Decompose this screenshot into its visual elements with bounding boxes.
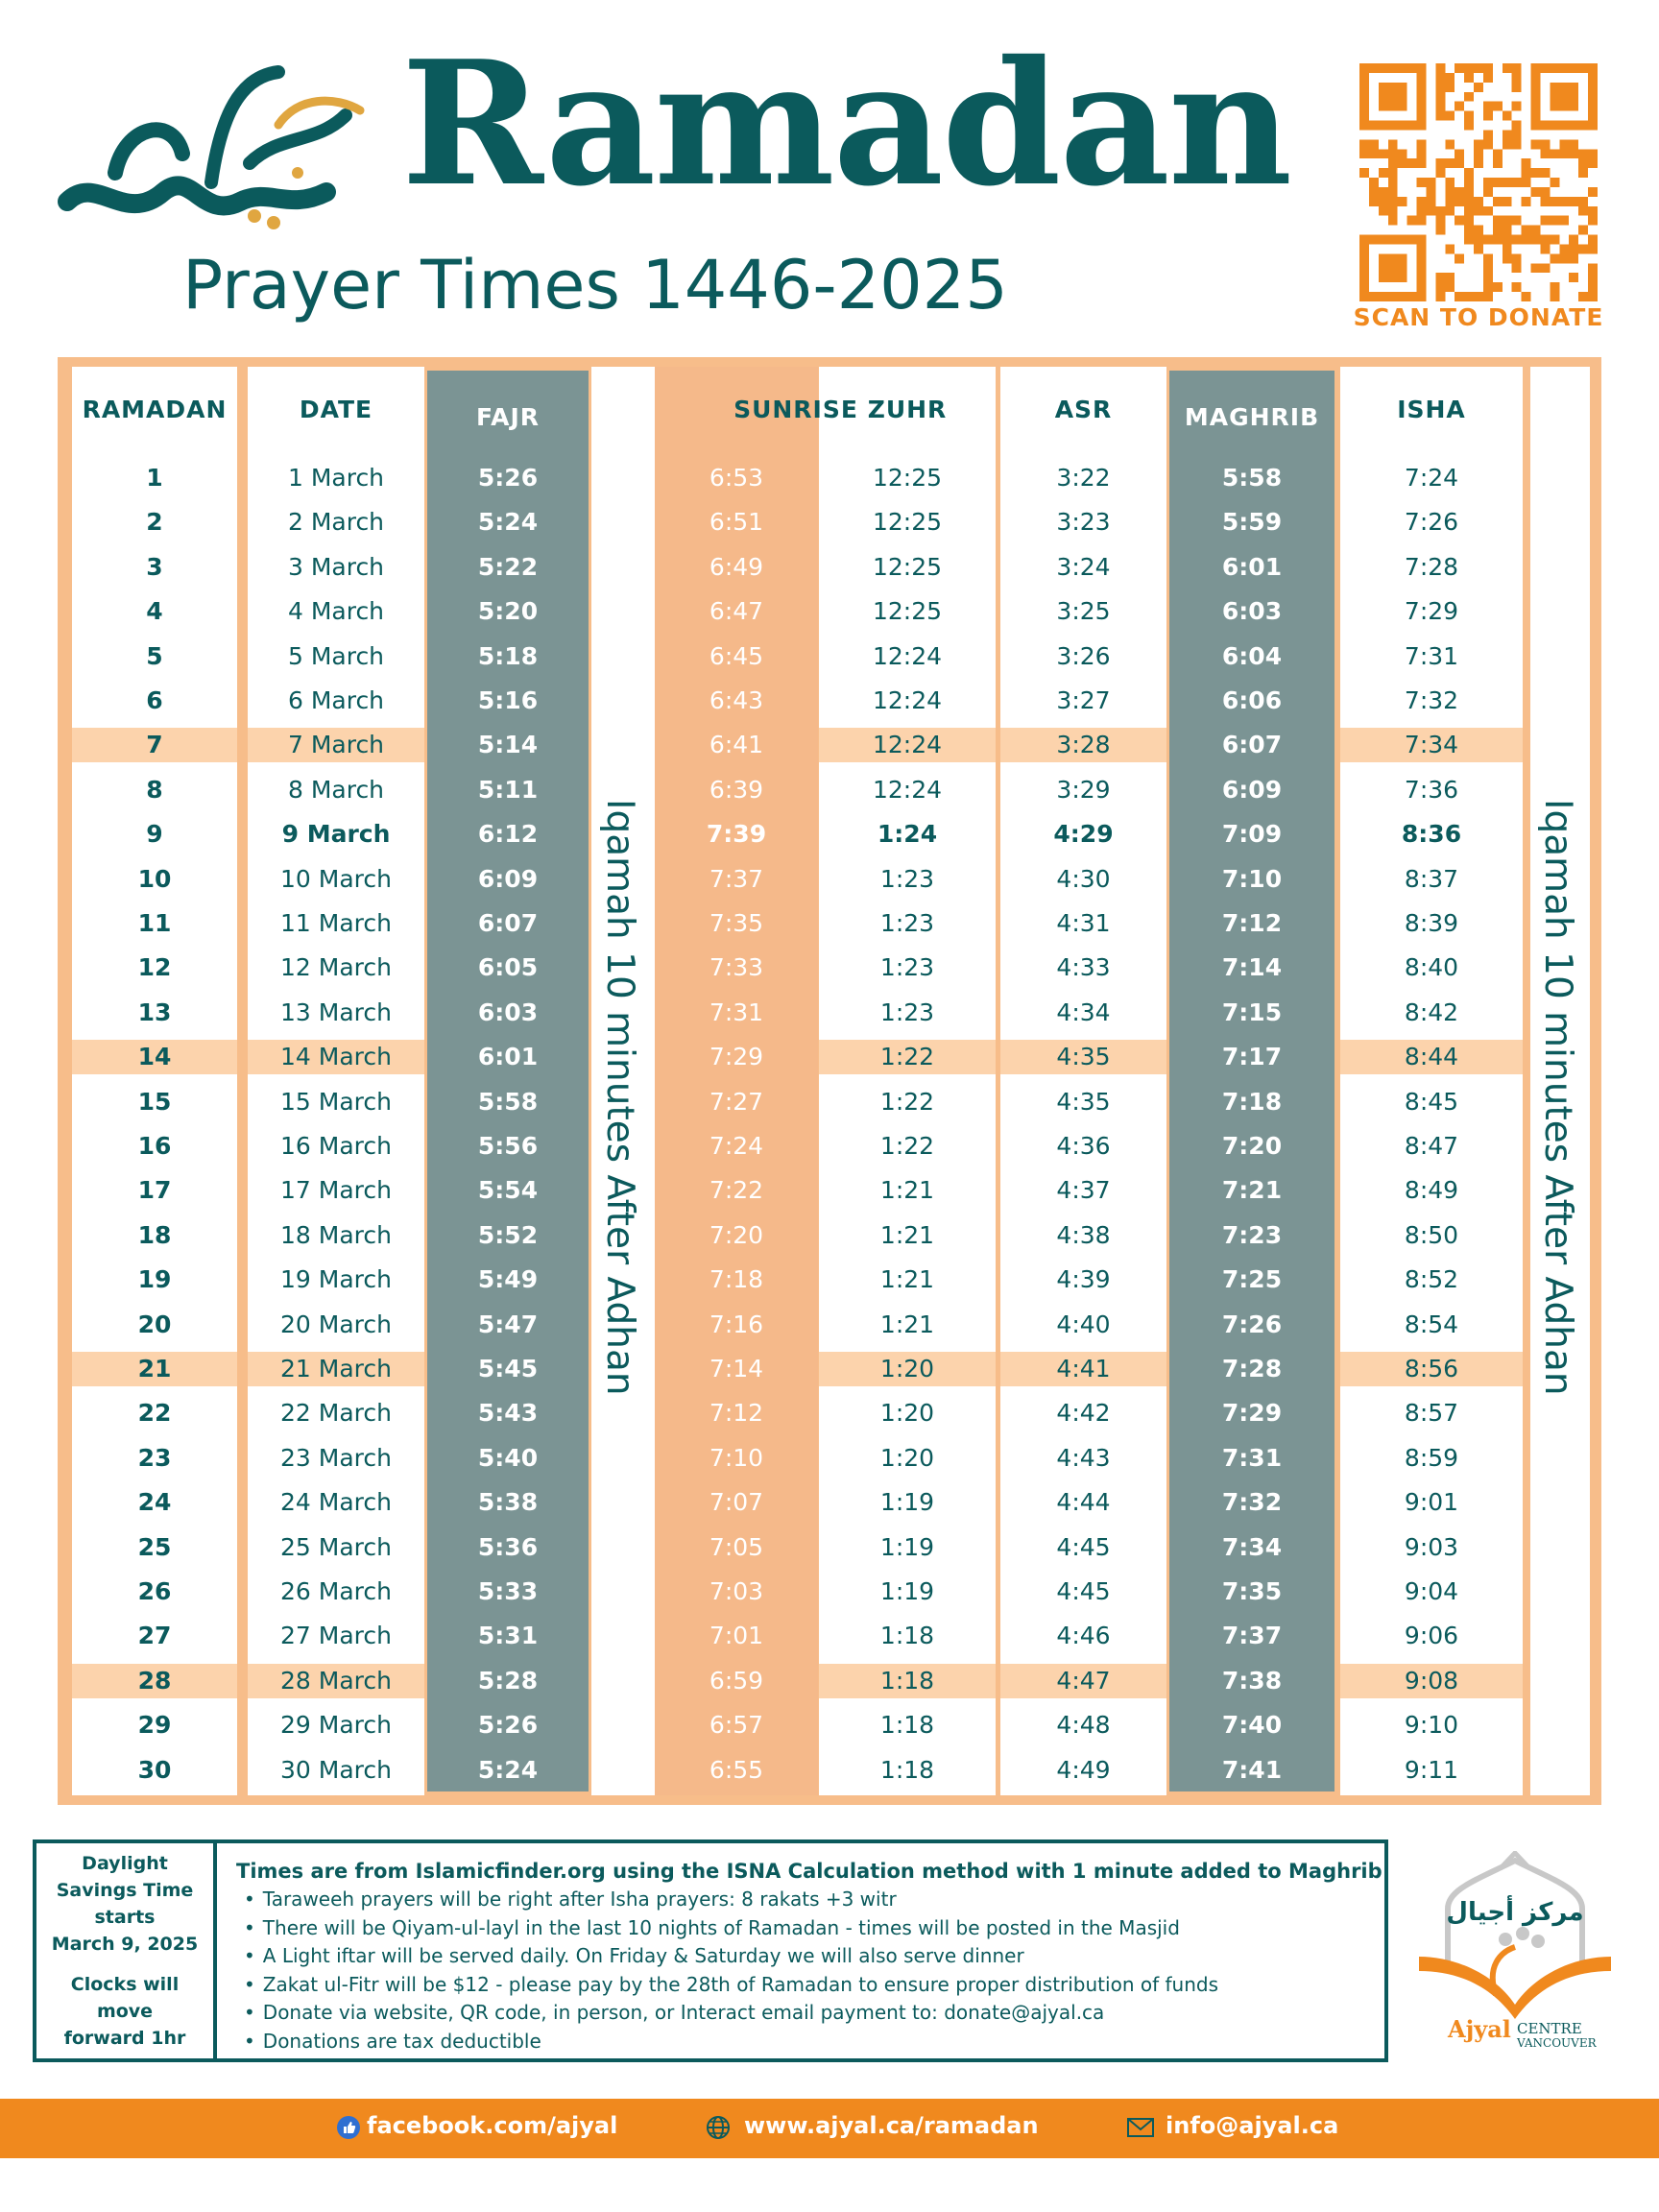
cell-asr: 4:45 <box>1056 1577 1111 1605</box>
cell-fajr: 6:05 <box>477 953 539 982</box>
cell-isha: 8:47 <box>1404 1132 1459 1160</box>
cell-sunrise: 6:55 <box>709 1755 764 1784</box>
cell-maghrib: 7:25 <box>1221 1265 1283 1294</box>
cell-zuhr: 1:22 <box>879 1087 935 1116</box>
cell-zuhr: 1:24 <box>877 820 938 849</box>
cell-maghrib: 7:41 <box>1221 1755 1283 1784</box>
cell-isha: 8:40 <box>1404 953 1459 982</box>
cell-zuhr: 1:23 <box>879 864 935 893</box>
dst-line: Savings Time <box>56 1880 194 1901</box>
cell-date: 3 March <box>287 552 385 581</box>
notes-box <box>33 1839 1388 2062</box>
cell-day: 4 <box>146 597 163 626</box>
cell-day: 12 <box>137 953 172 982</box>
cell-zuhr: 12:24 <box>872 775 943 804</box>
cell-asr: 4:38 <box>1056 1220 1111 1249</box>
cell-maghrib: 7:37 <box>1221 1622 1283 1650</box>
cell-asr: 4:35 <box>1056 1043 1111 1071</box>
logo-city: VANCOUVER <box>1517 2036 1597 2050</box>
cell-maghrib: 7:40 <box>1221 1711 1283 1740</box>
cell-asr: 4:29 <box>1053 820 1114 849</box>
cell-asr: 4:42 <box>1056 1399 1111 1428</box>
dst-line: Clocks will <box>70 1974 180 1995</box>
cell-sunrise: 6:41 <box>709 731 764 759</box>
cell-date: 28 March <box>280 1666 392 1695</box>
cell-isha: 8:37 <box>1404 864 1459 893</box>
note-bullet: • There will be Qiyam-ul-layl in the last 10 nights of Ramadan - times will be posted in the Masjid <box>236 1914 1379 1943</box>
cell-maghrib: 7:12 <box>1221 909 1283 937</box>
cell-date: 18 March <box>280 1220 392 1249</box>
cell-isha: 8:57 <box>1404 1399 1459 1428</box>
cell-fajr: 5:16 <box>477 686 539 714</box>
header-date: DATE <box>299 396 373 423</box>
cell-day: 2 <box>146 508 163 537</box>
cell-fajr: 6:01 <box>477 1043 539 1071</box>
cell-day: 18 <box>137 1220 172 1249</box>
header-isha: ISHA <box>1397 396 1466 423</box>
cell-maghrib: 7:32 <box>1221 1488 1283 1517</box>
cell-fajr: 6:03 <box>477 998 539 1026</box>
cell-day: 24 <box>137 1488 172 1517</box>
cell-fajr: 5:22 <box>477 552 539 581</box>
cell-zuhr: 1:23 <box>879 998 935 1026</box>
cell-date: 29 March <box>280 1711 392 1740</box>
logo-name: Ajyal <box>1448 2015 1511 2043</box>
cell-fajr: 5:24 <box>477 508 539 537</box>
dst-line: March 9, 2025 <box>51 1934 199 1955</box>
note-bullet: • Zakat ul-Fitr will be $12 - please pay by the 28th of Ramadan to ensure proper distribution of funds <box>236 1971 1379 2000</box>
cell-day: 3 <box>146 552 163 581</box>
cell-date: 1 March <box>287 464 385 492</box>
cell-date: 23 March <box>280 1443 392 1472</box>
cell-fajr: 5:43 <box>477 1399 539 1428</box>
cell-day: 10 <box>137 864 172 893</box>
header-asr: ASR <box>1054 396 1113 423</box>
cell-asr: 3:24 <box>1056 552 1111 581</box>
cell-day: 1 <box>146 464 163 492</box>
cell-maghrib: 7:15 <box>1221 998 1283 1026</box>
cell-zuhr: 1:21 <box>879 1310 935 1338</box>
cell-isha: 8:49 <box>1404 1176 1459 1205</box>
cell-maghrib: 7:29 <box>1221 1399 1283 1428</box>
cell-zuhr: 12:25 <box>872 597 943 626</box>
cell-date: 8 March <box>287 775 385 804</box>
cell-fajr: 5:18 <box>477 641 539 670</box>
cell-isha: 8:42 <box>1404 998 1459 1026</box>
cell-fajr: 5:49 <box>477 1265 539 1294</box>
notes-heading: Times are from Islamicfinder.org using the ISNA Calculation method with 1 minute added to Maghrib <box>236 1860 1382 1883</box>
cell-day: 7 <box>146 731 163 759</box>
cell-day: 30 <box>137 1755 172 1784</box>
header-sunrise: SUNRISE <box>733 396 858 423</box>
header-fajr: FAJR <box>475 403 541 431</box>
cell-asr: 4:44 <box>1056 1488 1111 1517</box>
cell-isha: 9:01 <box>1404 1488 1459 1517</box>
cell-asr: 4:48 <box>1056 1711 1111 1740</box>
header-ramadan: RAMADAN <box>82 396 228 423</box>
note-bullet: • Donations are tax deductible <box>236 2028 1379 2056</box>
cell-asr: 3:28 <box>1056 731 1111 759</box>
cell-date: 12 March <box>280 953 392 982</box>
iqamah-note-left: Iqamah 10 minutes After Adhan <box>598 799 641 1396</box>
cell-date: 25 March <box>280 1532 392 1561</box>
cell-asr: 4:30 <box>1056 864 1111 893</box>
cell-day: 15 <box>137 1087 172 1116</box>
cell-fajr: 5:36 <box>477 1532 539 1561</box>
cell-date: 6 March <box>287 686 385 714</box>
cell-isha: 7:29 <box>1404 597 1459 626</box>
cell-date: 19 March <box>280 1265 392 1294</box>
cell-sunrise: 7:12 <box>709 1399 764 1428</box>
cell-isha: 8:44 <box>1404 1043 1459 1071</box>
cell-sunrise: 7:14 <box>709 1355 764 1382</box>
cell-sunrise: 6:57 <box>709 1711 764 1740</box>
note-bullet: • A Light iftar will be served daily. On Friday & Saturday we will also serve dinner <box>236 1942 1379 1971</box>
cell-sunrise: 7:20 <box>709 1220 764 1249</box>
cell-isha: 7:26 <box>1404 508 1459 537</box>
cell-isha: 8:52 <box>1404 1265 1459 1294</box>
cell-asr: 3:25 <box>1056 597 1111 626</box>
cell-asr: 4:41 <box>1056 1355 1111 1382</box>
cell-maghrib: 7:21 <box>1221 1176 1283 1205</box>
cell-maghrib: 6:07 <box>1221 731 1283 759</box>
dst-line: starts <box>94 1907 156 1928</box>
cell-sunrise: 7:27 <box>709 1087 764 1116</box>
cell-fajr: 5:28 <box>477 1666 539 1695</box>
cell-date: 2 March <box>287 508 385 537</box>
cell-sunrise: 7:10 <box>709 1443 764 1472</box>
cell-asr: 4:40 <box>1056 1310 1111 1338</box>
cell-date: 14 March <box>280 1043 392 1071</box>
cell-sunrise: 7:01 <box>709 1622 764 1650</box>
cell-day: 20 <box>137 1310 172 1338</box>
cell-day: 29 <box>137 1711 172 1740</box>
cell-fajr: 5:11 <box>477 775 539 804</box>
cell-fajr: 5:33 <box>477 1577 539 1605</box>
cell-zuhr: 1:19 <box>879 1577 935 1605</box>
cell-sunrise: 7:29 <box>709 1043 764 1071</box>
cell-zuhr: 1:21 <box>879 1220 935 1249</box>
cell-isha: 8:50 <box>1404 1220 1459 1249</box>
cell-maghrib: 6:01 <box>1221 552 1283 581</box>
cell-fajr: 5:26 <box>477 464 539 492</box>
cell-date: 16 March <box>280 1132 392 1160</box>
cell-zuhr: 1:22 <box>879 1043 935 1071</box>
cell-maghrib: 6:03 <box>1221 597 1283 626</box>
cell-day: 8 <box>146 775 163 804</box>
cell-fajr: 5:14 <box>477 731 539 759</box>
cell-day: 28 <box>137 1666 172 1695</box>
cell-sunrise: 7:33 <box>709 953 764 982</box>
cell-sunrise: 7:05 <box>709 1532 764 1561</box>
cell-day: 23 <box>137 1443 172 1472</box>
cell-maghrib: 7:35 <box>1221 1577 1283 1605</box>
cell-isha: 7:31 <box>1404 641 1459 670</box>
cell-zuhr: 1:21 <box>879 1265 935 1294</box>
cell-zuhr: 12:25 <box>872 508 943 537</box>
cell-asr: 4:36 <box>1056 1132 1111 1160</box>
cell-isha: 9:03 <box>1404 1532 1459 1561</box>
facebook-icon <box>336 2115 361 2140</box>
cell-zuhr: 1:19 <box>879 1488 935 1517</box>
cell-maghrib: 7:26 <box>1221 1310 1283 1338</box>
cell-fajr: 5:20 <box>477 597 539 626</box>
cell-fajr: 5:26 <box>477 1711 539 1740</box>
cell-sunrise: 6:51 <box>709 508 764 537</box>
cell-maghrib: 7:09 <box>1221 820 1283 849</box>
cell-fajr: 5:31 <box>477 1622 539 1650</box>
scan-to-donate-label: SCAN TO DONATE <box>1353 303 1604 331</box>
cell-day: 19 <box>137 1265 172 1294</box>
cell-isha: 7:28 <box>1404 552 1459 581</box>
cell-sunrise: 6:45 <box>709 641 764 670</box>
cell-maghrib: 6:04 <box>1221 641 1283 670</box>
cell-sunrise: 7:16 <box>709 1310 764 1338</box>
cell-maghrib: 7:20 <box>1221 1132 1283 1160</box>
cell-maghrib: 7:10 <box>1221 864 1283 893</box>
cell-isha: 8:59 <box>1404 1443 1459 1472</box>
cell-fajr: 5:56 <box>477 1132 539 1160</box>
cell-maghrib: 6:06 <box>1221 686 1283 714</box>
cell-asr: 4:43 <box>1056 1443 1111 1472</box>
cell-zuhr: 1:19 <box>879 1532 935 1561</box>
cell-zuhr: 1:18 <box>879 1755 935 1784</box>
cell-fajr: 5:58 <box>477 1087 539 1116</box>
cell-sunrise: 7:37 <box>709 864 764 893</box>
cell-asr: 3:26 <box>1056 641 1111 670</box>
cell-asr: 3:22 <box>1056 464 1111 492</box>
cell-sunrise: 6:39 <box>709 775 764 804</box>
notes-content <box>236 1857 1382 2056</box>
cell-isha: 9:11 <box>1404 1755 1459 1784</box>
cell-maghrib: 7:28 <box>1221 1355 1283 1382</box>
cell-zuhr: 1:20 <box>879 1355 935 1382</box>
cell-asr: 4:47 <box>1056 1666 1111 1695</box>
cell-fajr: 6:12 <box>477 820 539 849</box>
cell-day: 26 <box>137 1577 172 1605</box>
cell-zuhr: 1:20 <box>879 1399 935 1428</box>
facebook-link[interactable]: facebook.com/ajyal <box>367 2112 618 2139</box>
cell-isha: 7:36 <box>1404 775 1459 804</box>
cell-date: 20 March <box>280 1310 392 1338</box>
cell-zuhr: 1:18 <box>879 1622 935 1650</box>
cell-zuhr: 1:20 <box>879 1443 935 1472</box>
iqamah-note-right: Iqamah 10 minutes After Adhan <box>1536 799 1579 1396</box>
cell-day: 6 <box>146 686 163 714</box>
cell-maghrib: 6:09 <box>1221 775 1283 804</box>
cell-fajr: 5:54 <box>477 1176 539 1205</box>
cell-sunrise: 7:18 <box>709 1265 764 1294</box>
cell-isha: 8:45 <box>1404 1087 1459 1116</box>
cell-day: 21 <box>137 1355 172 1382</box>
cell-asr: 4:45 <box>1056 1532 1111 1561</box>
cell-fajr: 5:52 <box>477 1220 539 1249</box>
cell-isha: 8:54 <box>1404 1310 1459 1338</box>
cell-date: 5 March <box>287 641 385 670</box>
cell-date: 13 March <box>280 998 392 1026</box>
cell-maghrib: 7:17 <box>1221 1043 1283 1071</box>
cell-day: 16 <box>137 1132 172 1160</box>
cell-sunrise: 7:07 <box>709 1488 764 1517</box>
cell-sunrise: 7:24 <box>709 1132 764 1160</box>
cell-asr: 4:49 <box>1056 1755 1111 1784</box>
cell-day: 9 <box>146 820 163 849</box>
cell-asr: 3:29 <box>1056 775 1111 804</box>
cell-asr: 4:34 <box>1056 998 1111 1026</box>
cell-sunrise: 6:59 <box>709 1666 764 1695</box>
cell-isha: 7:32 <box>1404 686 1459 714</box>
cell-date: 21 March <box>280 1355 392 1382</box>
cell-date: 27 March <box>280 1622 392 1650</box>
cell-fajr: 5:38 <box>477 1488 539 1517</box>
cell-maghrib: 7:23 <box>1221 1220 1283 1249</box>
cell-asr: 4:35 <box>1056 1087 1111 1116</box>
cell-maghrib: 5:59 <box>1221 508 1283 537</box>
page-title: Ramadan <box>401 23 1291 224</box>
cell-sunrise: 6:49 <box>709 552 764 581</box>
cell-maghrib: 7:31 <box>1221 1443 1283 1472</box>
cell-zuhr: 1:22 <box>879 1132 935 1160</box>
footer-bar <box>0 2099 1659 2158</box>
cell-asr: 4:31 <box>1056 909 1111 937</box>
cell-day: 14 <box>137 1043 172 1071</box>
donate-qr-code[interactable] <box>1359 63 1598 301</box>
header-maghrib: MAGHRIB <box>1184 403 1320 431</box>
cell-zuhr: 12:24 <box>872 731 943 759</box>
cell-sunrise: 7:35 <box>709 909 764 937</box>
ramadan-kareem-calligraphy <box>58 58 374 250</box>
cell-isha: 7:24 <box>1404 464 1459 492</box>
cell-asr: 4:46 <box>1056 1622 1111 1650</box>
cell-isha: 8:36 <box>1401 820 1462 849</box>
note-bullet: • Taraweeh prayers will be right after Isha prayers: 8 rakats +3 witr <box>236 1886 1379 1914</box>
cell-fajr: 6:07 <box>477 909 539 937</box>
cell-asr: 3:23 <box>1056 508 1111 537</box>
cell-date: 4 March <box>287 597 385 626</box>
cell-date: 22 March <box>280 1399 392 1428</box>
dst-line: forward 1hr <box>63 2028 186 2049</box>
email-icon <box>1127 2115 1154 2140</box>
daylight-savings-notice <box>36 1843 217 2058</box>
cell-asr: 4:39 <box>1056 1265 1111 1294</box>
cell-zuhr: 1:21 <box>879 1176 935 1205</box>
cell-date: 9 March <box>281 820 391 849</box>
cell-zuhr: 12:24 <box>872 686 943 714</box>
cell-isha: 9:08 <box>1404 1666 1459 1695</box>
cell-zuhr: 1:18 <box>879 1711 935 1740</box>
cell-day: 22 <box>137 1399 172 1428</box>
cell-isha: 8:39 <box>1404 909 1459 937</box>
cell-sunrise: 7:31 <box>709 998 764 1026</box>
note-bullet: • Donate via website, QR code, in person, or Interact email payment to: donate@ajyal.ca <box>236 1999 1379 2028</box>
cell-date: 30 March <box>280 1755 392 1784</box>
cell-sunrise: 7:03 <box>709 1577 764 1605</box>
cell-date: 15 March <box>280 1087 392 1116</box>
cell-isha: 9:06 <box>1404 1622 1459 1650</box>
cell-maghrib: 5:58 <box>1221 464 1283 492</box>
cell-asr: 3:27 <box>1056 686 1111 714</box>
cell-date: 11 March <box>280 909 392 937</box>
cell-maghrib: 7:14 <box>1221 953 1283 982</box>
cell-isha: 9:04 <box>1404 1577 1459 1605</box>
cell-fajr: 5:47 <box>477 1310 539 1338</box>
cell-day: 17 <box>137 1176 172 1205</box>
cell-maghrib: 7:18 <box>1221 1087 1283 1116</box>
cell-zuhr: 1:23 <box>879 953 935 982</box>
cell-asr: 4:33 <box>1056 953 1111 982</box>
cell-sunrise: 7:22 <box>709 1176 764 1205</box>
cell-day: 11 <box>137 909 172 937</box>
dst-line: Daylight <box>82 1853 168 1874</box>
cell-date: 24 March <box>280 1488 392 1517</box>
cell-asr: 4:37 <box>1056 1176 1111 1205</box>
cell-date: 10 March <box>280 864 392 893</box>
cell-day: 25 <box>137 1532 172 1561</box>
cell-fajr: 5:45 <box>477 1355 539 1382</box>
cell-zuhr: 12:25 <box>872 552 943 581</box>
cell-fajr: 5:24 <box>477 1755 539 1784</box>
cell-date: 17 March <box>280 1176 392 1205</box>
cell-zuhr: 1:23 <box>879 909 935 937</box>
cell-date: 7 March <box>287 731 385 759</box>
page-subtitle: Prayer Times 1446-2025 <box>182 246 1008 325</box>
ajyal-centre-logo <box>1409 1851 1621 2053</box>
cell-day: 27 <box>137 1622 172 1650</box>
cell-sunrise: 6:43 <box>709 686 764 714</box>
cell-maghrib: 7:38 <box>1221 1666 1283 1695</box>
logo-arabic: مركز أجيال <box>1446 1898 1584 1927</box>
cell-day: 5 <box>146 641 163 670</box>
cell-isha: 9:10 <box>1404 1711 1459 1740</box>
cell-zuhr: 12:24 <box>872 641 943 670</box>
cell-zuhr: 1:18 <box>879 1666 935 1695</box>
cell-date: 26 March <box>280 1577 392 1605</box>
cell-sunrise: 7:39 <box>706 820 767 849</box>
prayer-times-table <box>58 357 1601 1805</box>
cell-day: 13 <box>137 998 172 1026</box>
website-link[interactable]: www.ajyal.ca/ramadan <box>744 2112 1039 2139</box>
cell-fajr: 6:09 <box>477 864 539 893</box>
email-link[interactable]: info@ajyal.ca <box>1166 2112 1339 2139</box>
cell-sunrise: 6:53 <box>709 464 764 492</box>
globe-icon <box>706 2115 731 2140</box>
header-zuhr: ZUHR <box>867 396 948 423</box>
cell-isha: 7:34 <box>1404 731 1459 759</box>
cell-maghrib: 7:34 <box>1221 1532 1283 1561</box>
cell-sunrise: 6:47 <box>709 597 764 626</box>
cell-zuhr: 12:25 <box>872 464 943 492</box>
cell-isha: 8:56 <box>1404 1355 1459 1382</box>
cell-fajr: 5:40 <box>477 1443 539 1472</box>
logo-centre: CENTRE <box>1517 2020 1582 2037</box>
dst-line: move <box>96 2001 154 2022</box>
